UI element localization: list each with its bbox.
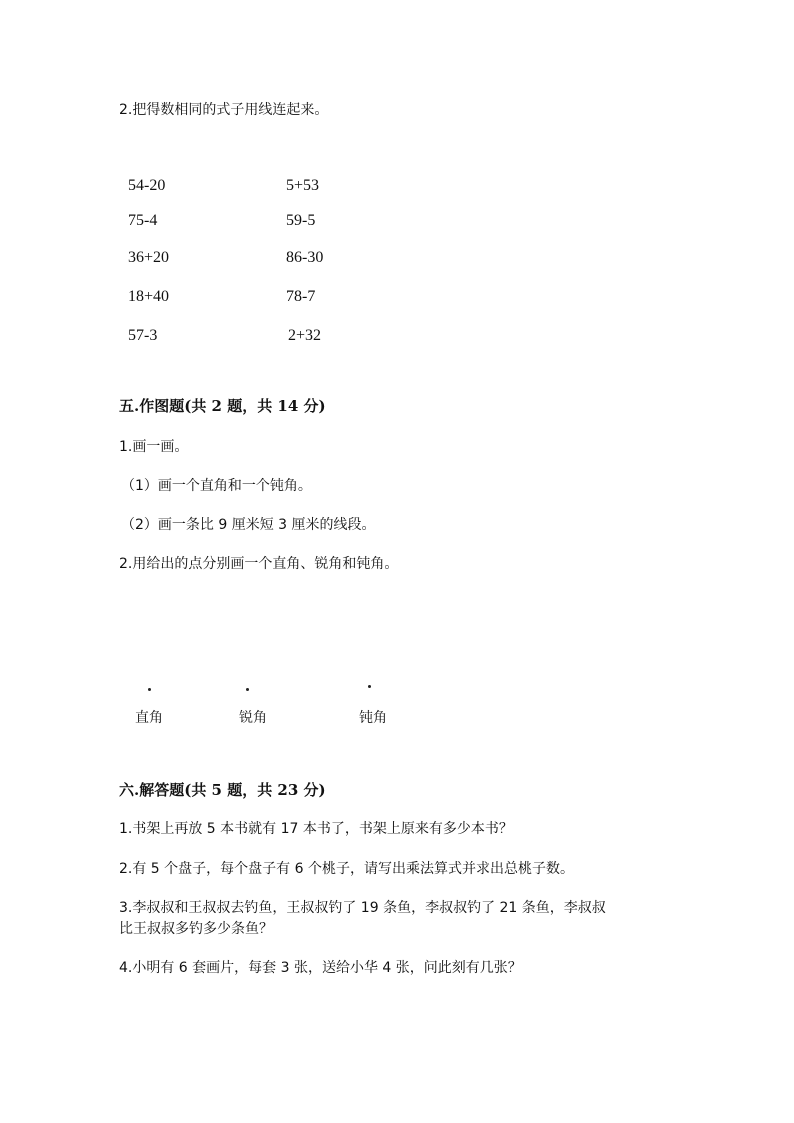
match-left-item[interactable]: 54-20: [128, 177, 166, 194]
match-right-item[interactable]: 86-30: [286, 249, 324, 266]
match-left-item[interactable]: 57-3: [128, 327, 158, 344]
problem-3-line-1: 3.李叔叔和王叔叔去钓鱼，王叔叔钓了 19 条鱼，李叔叔钓了 21 条鱼，李叔叔: [119, 900, 606, 916]
section-title-problems: 六.解答题(共 5 题，共 23 分): [119, 781, 326, 799]
match-left-item[interactable]: 18+40: [128, 288, 170, 305]
match-right-item[interactable]: 5+53: [286, 177, 320, 194]
match-left-item[interactable]: 75-4: [128, 212, 158, 229]
label-acute-angle: 锐角: [239, 710, 267, 726]
problem-3-line-2: 比王叔叔多钓多少条鱼？: [119, 921, 273, 937]
question-match-title: 2.把得数相同的式子用线连起来。: [119, 102, 329, 118]
match-left-item[interactable]: 36+20: [128, 249, 170, 266]
label-obtuse-angle: 钝角: [359, 710, 387, 726]
problem-2: 2.有 5 个盘子，每个盘子有 6 个桃子，请写出乘法算式并求出总桃子数。: [119, 861, 574, 877]
problem-4: 4.小明有 6 套画片，每套 3 张，送给小华 4 张，问此刻有几张？: [119, 960, 522, 976]
match-right-item[interactable]: 78-7: [286, 288, 316, 305]
section-title-drawing: 五.作图题(共 2 题，共 14 分): [119, 397, 326, 415]
point-obtuse-angle: [368, 685, 371, 688]
point-acute-angle: [246, 688, 249, 691]
question-draw-part-1: （1）画一个直角和一个钝角。: [121, 478, 312, 494]
question-draw-part-2: （2）画一条比 9 厘米短 3 厘米的线段。: [121, 517, 376, 533]
question-angles: 2.用给出的点分别画一个直角、锐角和钝角。: [119, 556, 399, 572]
match-right-item[interactable]: 2+32: [288, 327, 322, 344]
label-right-angle: 直角: [135, 710, 163, 726]
match-right-item[interactable]: 59-5: [286, 212, 316, 229]
problem-1: 1.书架上再放 5 本书就有 17 本书了，书架上原来有多少本书？: [119, 821, 513, 837]
point-right-angle: [148, 688, 151, 691]
question-draw: 1.画一画。: [119, 439, 189, 455]
